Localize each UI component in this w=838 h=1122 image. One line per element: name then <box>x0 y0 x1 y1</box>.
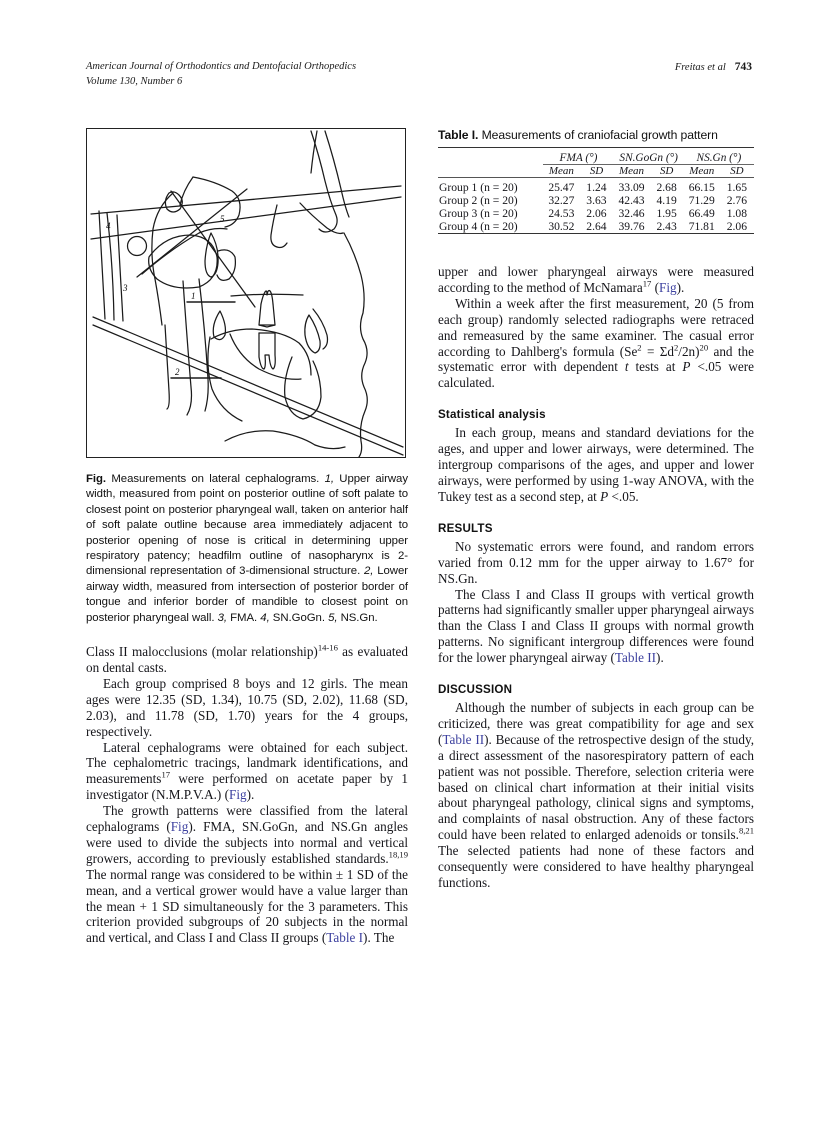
paragraph-results-errors: No systematic errors were found, and random errors varied from 0.12 mm for the upper airway to 1.67° for NS.Gn. <box>438 538 754 586</box>
table-cell: 25.47 <box>548 181 575 194</box>
table-caption <box>438 128 754 142</box>
left-column <box>86 128 408 946</box>
volume-issue: Volume 130, Number 6 <box>86 75 183 87</box>
table-header-blank <box>438 152 543 165</box>
table-cell: 2.76 <box>726 194 747 207</box>
table-group-header-nsgn: NS.Gn (°) <box>684 152 754 165</box>
table-cell: 1.24 <box>586 181 607 194</box>
table-subheader-blank <box>438 165 543 178</box>
figure-caption <box>86 472 408 626</box>
table-subheader-mean-1: Mean <box>548 165 574 177</box>
table-subheader-sd-2: SD <box>659 165 674 177</box>
table-cell: 71.81 <box>688 220 715 233</box>
table-row-label: Group 4 (n = 20) <box>439 220 518 233</box>
table-cell: 33.09 <box>618 181 645 194</box>
section-heading-discussion: DISCUSSION <box>438 683 513 697</box>
paragraph-discussion: Although the number of subjects in each group can be criticized, there was great compatibility for age and sex (Table II). Because of the retrospective design of the study, a direct assessment of the nasorespiratory pattern of each patient was not possible. Therefore, selection criteria were based on clinical chart information at their initial visits about pharyngeal pathology, clinical signs and symptoms, and complaints of nasal obstruction. Any of these factors could have been related to enlarged adenoids or tonsils.$^{8,21}$ The selected patients had none of these factors and consequently were considered to have healthy pharyngeal functions. <box>438 700 754 890</box>
table-cell: 32.27 <box>548 194 575 207</box>
table-group-header-row <box>438 152 754 165</box>
figure-marker-5: 5 <box>220 214 225 224</box>
paragraph-lateral-cephalograms: Lateral cephalograms were obtained for each subject. The cephalometric tracings, landmark identifications, and measurements$^{17}$ were performed on acetate paper by 1 investigator (N.M.P.V.A.) (Fig). <box>86 739 408 803</box>
table-title-text: Measurements of craniofacial growth pattern <box>481 128 718 142</box>
table-row-label: Group 3 (n = 20) <box>439 207 518 220</box>
table-subheader-mean-2: Mean <box>619 165 645 177</box>
table-row-label: Group 2 (n = 20) <box>439 194 518 207</box>
table-row <box>438 181 754 194</box>
table-cell: 30.52 <box>548 220 575 233</box>
paragraph-class-ii: Class II malocclusions (molar relationship)$^{14-16}$ as evaluated on dental casts. <box>86 642 408 675</box>
table-cell: 1.65 <box>726 181 747 194</box>
table-row <box>438 220 754 234</box>
table-cell: 4.19 <box>656 194 677 207</box>
paragraph-each-group: Each group comprised 8 boys and 12 girls. The mean ages were 12.35 (SD, 1.34), 10.75 (SD, 2.02), 11.68 (SD, 2.03), and 11.78 (SD, 1.70) years for the 4 groups, respectively. <box>86 675 408 739</box>
page-number: 743 <box>734 61 752 73</box>
table-cell: 42.43 <box>618 194 645 207</box>
paragraph-continued-airways: upper and lower pharyngeal airways were measured according to the method of McNamara$^{17}$ (Fig). <box>438 264 754 295</box>
paragraph-within-week: Within a week after the first measurement, 20 (5 from each group) randomly selected radiographs were retraced and remeasured by the same examiner. The casual error according to Dahlberg's formula $(Se^2 = \Sigma d^2/2n)^{20}$ and the systematic error with dependent t tests at P <.05 were calculated. <box>438 295 754 391</box>
table-group-header-sngogn: SN.GoGn (°) <box>614 152 684 165</box>
figure-label: Fig. <box>86 473 107 485</box>
section-heading-statistical-analysis: Statistical analysis <box>438 408 546 422</box>
table-cell: 39.76 <box>618 220 645 233</box>
figure-marker-3: 3 <box>123 283 128 293</box>
authors-short: Freitas et al <box>674 62 726 73</box>
table-cell: 2.43 <box>656 220 677 233</box>
figure-marker-4: 4 <box>106 221 111 231</box>
right-column <box>438 128 754 891</box>
table-row <box>438 207 754 220</box>
table-cell: 2.68 <box>656 181 677 194</box>
section-heading-results: RESULTS <box>438 521 493 535</box>
figure-caption-text: Measurements on lateral cephalograms. 1, Upper airway width, measured from point on posterior outline of soft palate to closest point on posterior pharyngeal wall, taken on anterior half of soft palate outline because area immediately adjacent to posterior opening of nose is critical in determining upper respiratory patency; headfilm outline of nasopharynx is 2-dimensional representation of 3-dimensional structure. 2, Lower airway width, measured from intersection of posterior border of tongue and inferior border of mandible to closest point on posterior pharyngeal wall. 3, FMA. 4, SN.GoGn. 5, NS.Gn. <box>86 473 408 624</box>
table-cell: 66.15 <box>688 181 715 194</box>
table-group-header-fma: FMA (°) <box>543 152 613 165</box>
table-cell: 71.29 <box>688 194 715 207</box>
table-cell: 2.64 <box>586 220 607 233</box>
table-cell: 24.53 <box>548 207 575 220</box>
figure-marker-2: 2 <box>175 367 180 377</box>
table-cell: 1.95 <box>656 207 677 220</box>
journal-name: American Journal of Orthodontics and Dentofacial Orthopedics <box>86 61 357 72</box>
figure-marker-1: 1 <box>191 291 196 301</box>
paragraph-statistical-analysis: In each group, means and standard deviations for the ages, and upper and lower airways, were determined. The intergroup comparisons of the ages, and upper and lower airways, were performed by using 1-way ANOVA, with the Tukey test as a second step, at P <.05. <box>438 425 754 504</box>
cephalometric-tracing-drawing <box>87 129 405 457</box>
table-cell: 3.63 <box>586 194 607 207</box>
table-cell: 2.06 <box>586 207 607 220</box>
table-cell: 32.46 <box>618 207 645 220</box>
table-cell: 66.49 <box>688 207 715 220</box>
table-cell: 1.08 <box>726 207 747 220</box>
table-number: Table I. <box>438 128 479 142</box>
paragraph-growth-patterns: The growth patterns were classified from the lateral cephalograms (Fig). FMA, SN.GoGn, and NS.Gn angles were used to divide the subjects into normal and vertical growers, according to previously established standards.$^{18,19}$ The normal range was considered to be within ± 1 SD of the mean, and a vertical grower would have a value larger than the mean + 1 SD simultaneously for the 3 parameters. This criterion provided subgroups of 20 subjects in the normal and vertical, and Class I and Class II groups (Table I). The <box>86 803 409 946</box>
measurements-table <box>438 147 754 238</box>
table-subheader-sd-3: SD <box>730 165 744 177</box>
cephalogram-figure <box>86 128 406 458</box>
table-cell: 2.06 <box>726 220 747 233</box>
running-head-right <box>675 60 752 76</box>
table-row <box>438 194 754 207</box>
table-row-label: Group 1 (n = 20) <box>439 181 518 194</box>
table-subheader-mean-3: Mean <box>689 165 715 177</box>
running-head-left <box>86 60 356 89</box>
table-subheader-row <box>438 165 754 178</box>
running-head <box>86 60 752 89</box>
table-subheader-sd-1: SD <box>589 165 604 177</box>
paragraph-results-groups: The Class I and Class II groups with vertical growth patterns had significantly smaller upper pharyngeal airways than the Class I and Class II groups with normal growth patterns. No significant intergroup differences were found for the lower pharyngeal airway (Table II). <box>438 586 754 666</box>
